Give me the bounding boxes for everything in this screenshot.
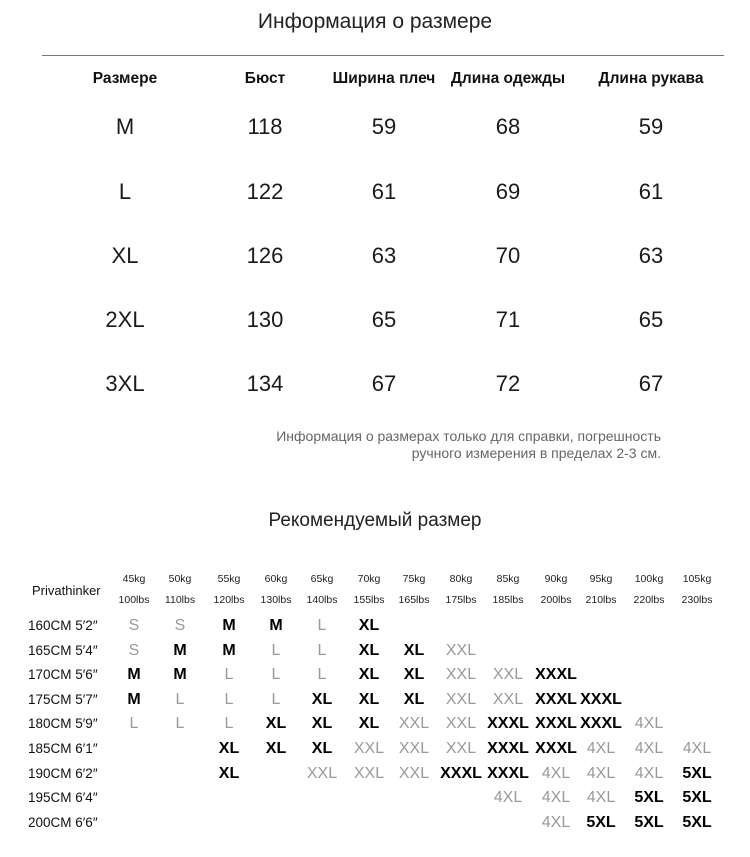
recommended-size-cell: XXXL <box>440 764 482 782</box>
recommended-size-cell: XXL <box>445 641 477 659</box>
recommended-size-cell: L <box>271 641 281 659</box>
height-label: 165CM 5′4″ <box>28 642 98 658</box>
height-label: 175CM 5′7″ <box>28 691 98 707</box>
size-info-title: Информация о размере <box>257 10 493 33</box>
recommended-size-cell: XXXL <box>580 690 622 708</box>
size-value-cell: 59 <box>371 114 397 139</box>
recommended-size-cell: 4XL <box>541 789 571 807</box>
recommended-size-cell: L <box>271 666 281 684</box>
size-info-header: Ширина плеч <box>332 70 436 87</box>
recommended-size-cell: XL <box>358 617 380 634</box>
weight-kg-label: 45kg <box>122 573 146 585</box>
recommended-size-cell: XXL <box>306 764 338 782</box>
weight-lbs-label: 220lbs <box>633 594 665 606</box>
measurement-note-line-1: Информация о размерах только для справки, погрешность <box>276 428 661 444</box>
recommended-size-cell: XL <box>218 740 240 757</box>
size-value-cell: 67 <box>371 371 397 396</box>
weight-lbs-label: 155lbs <box>353 594 385 606</box>
recommended-size-cell: M <box>222 617 236 634</box>
weight-kg-label: 60kg <box>264 573 288 585</box>
recommended-size-cell: L <box>175 715 185 733</box>
title-divider <box>42 55 724 56</box>
recommended-size-cell: 5XL <box>634 789 664 807</box>
height-label: 200CM 6′6″ <box>28 814 98 830</box>
recommended-size-cell: XXL <box>445 715 477 733</box>
height-label: 170CM 5′6″ <box>28 667 98 683</box>
recommended-size-cell: L <box>317 641 327 659</box>
weight-lbs-label: 140lbs <box>306 594 338 606</box>
height-label: 190CM 6′2″ <box>28 765 98 781</box>
size-value-cell: 65 <box>638 307 664 332</box>
weight-lbs-label: 200lbs <box>540 594 572 606</box>
weight-kg-label: 105kg <box>682 573 712 585</box>
weight-kg-label: 80kg <box>449 573 473 585</box>
size-value-cell: 118 <box>247 114 283 139</box>
height-label: 180CM 5′9″ <box>28 716 98 732</box>
recommended-size-title: Рекомендуемый размер <box>268 510 482 531</box>
recommended-size-cell: M <box>222 641 236 659</box>
recommended-size-cell: L <box>224 690 234 708</box>
weight-lbs-label: 175lbs <box>445 594 477 606</box>
height-label: 185CM 6′1″ <box>28 741 98 756</box>
recommended-size-cell: XL <box>265 740 287 757</box>
recommended-size-cell: 5XL <box>682 813 712 831</box>
weight-lbs-label: 185lbs <box>492 594 524 606</box>
size-label-cell: 3XL <box>105 371 145 396</box>
recommended-size-cell: XXL <box>398 715 430 733</box>
measurement-note <box>276 428 661 462</box>
recommended-size-cell: XXL <box>445 690 477 708</box>
recommended-size-cell: XXL <box>492 666 524 684</box>
recommended-size-cell: S <box>128 641 140 659</box>
recommended-size-cell: L <box>317 617 327 634</box>
size-info-header: Бюст <box>244 70 286 87</box>
weight-lbs-label: 165lbs <box>398 594 430 606</box>
recommended-size-cell: XL <box>403 666 425 684</box>
size-value-cell: 61 <box>371 179 397 204</box>
size-value-cell: 69 <box>495 179 521 204</box>
weight-lbs-label: 100lbs <box>118 594 150 606</box>
size-value-cell: 61 <box>638 179 664 204</box>
size-value-cell: 122 <box>246 179 284 204</box>
recommended-size-cell: 4XL <box>586 789 616 807</box>
brand-label: Privathinker <box>32 583 101 598</box>
size-value-cell: 134 <box>246 371 284 396</box>
weight-lbs-label: 230lbs <box>681 594 713 606</box>
recommended-size-cell: L <box>271 690 281 708</box>
weight-lbs-label: 210lbs <box>585 594 617 606</box>
size-label-cell: L <box>118 179 132 204</box>
weight-lbs-label: 120lbs <box>213 594 245 606</box>
recommended-size-cell: XL <box>358 666 380 684</box>
size-label-cell: 2XL <box>105 307 145 332</box>
recommended-size-cell: XL <box>265 715 287 733</box>
size-value-cell: 59 <box>638 114 664 139</box>
size-value-cell: 130 <box>246 307 284 332</box>
recommended-size-cell: XXL <box>398 764 430 782</box>
size-value-cell: 126 <box>246 243 284 268</box>
recommended-size-cell: S <box>128 617 140 634</box>
recommended-size-cell: XXL <box>353 764 385 782</box>
recommended-size-cell: L <box>129 715 139 733</box>
size-value-cell: 70 <box>495 243 521 268</box>
size-label-cell: M <box>115 114 135 139</box>
recommended-size-cell: 4XL <box>634 715 664 733</box>
weight-lbs-label: 130lbs <box>260 594 292 606</box>
size-value-cell: 65 <box>371 307 397 332</box>
recommended-size-cell: XXXL <box>487 740 529 757</box>
recommended-size-cell: XL <box>358 715 380 733</box>
recommended-size-cell: XL <box>358 690 380 708</box>
size-info-header: Размере <box>92 70 158 87</box>
recommended-size-cell: XXXL <box>535 740 577 757</box>
recommended-size-cell: XL <box>311 740 333 757</box>
weight-kg-label: 90kg <box>544 573 568 585</box>
recommended-size-cell: XXXL <box>535 666 577 684</box>
recommended-size-cell: 4XL <box>586 740 616 757</box>
height-label: 195CM 6′4″ <box>28 790 98 806</box>
weight-kg-label: 85kg <box>496 573 520 585</box>
recommended-size-cell: 5XL <box>682 789 712 807</box>
recommended-size-cell: 4XL <box>493 789 523 807</box>
recommended-size-cell: M <box>127 666 141 684</box>
recommended-size-cell: XXXL <box>487 715 529 733</box>
size-label-cell: XL <box>111 243 139 268</box>
size-value-cell: 72 <box>495 371 521 396</box>
recommended-size-cell: 4XL <box>541 813 571 831</box>
recommended-size-cell: XL <box>403 690 425 708</box>
recommended-size-cell: M <box>127 690 141 708</box>
weight-kg-label: 65kg <box>310 573 334 585</box>
recommended-size-cell: XXL <box>445 740 477 757</box>
recommended-size-cell: M <box>173 641 187 659</box>
weight-kg-label: 70kg <box>357 573 381 585</box>
recommended-size-cell: 4XL <box>586 764 616 782</box>
recommended-size-cell: 4XL <box>634 740 664 757</box>
recommended-size-cell: XXL <box>353 740 385 757</box>
measurement-note-line-2: ручного измерения в пределах 2-3 см. <box>411 445 661 461</box>
recommended-size-cell: M <box>269 617 283 634</box>
size-value-cell: 71 <box>495 307 521 332</box>
weight-lbs-label: 110lbs <box>164 594 196 606</box>
recommended-size-cell: 4XL <box>682 740 712 757</box>
recommended-size-cell: 5XL <box>586 813 616 831</box>
weight-kg-label: 55kg <box>217 573 241 585</box>
size-value-cell: 63 <box>371 243 397 268</box>
size-value-cell: 63 <box>638 243 664 268</box>
recommended-size-cell: XL <box>403 641 425 659</box>
recommended-size-cell: L <box>175 690 185 708</box>
weight-kg-label: 75kg <box>402 573 426 585</box>
recommended-size-cell: 5XL <box>634 813 664 831</box>
recommended-size-cell: XL <box>311 690 333 708</box>
size-info-header: Длина рукава <box>598 70 704 87</box>
recommended-size-cell: XXXL <box>580 715 622 733</box>
recommended-size-cell: L <box>224 666 234 684</box>
size-info-header: Длина одежды <box>450 70 566 87</box>
recommended-size-cell: XXXL <box>535 715 577 733</box>
weight-kg-label: 100kg <box>634 573 664 585</box>
weight-kg-label: 95kg <box>589 573 613 585</box>
recommended-size-cell: XXL <box>445 666 477 684</box>
recommended-size-cell: M <box>173 666 187 684</box>
recommended-size-cell: XL <box>311 715 333 733</box>
recommended-size-cell: 5XL <box>682 764 712 782</box>
recommended-size-cell: L <box>224 715 234 733</box>
height-label: 160CM 5′2″ <box>28 618 98 633</box>
weight-kg-label: 50kg <box>168 573 192 585</box>
recommended-size-cell: L <box>317 666 327 684</box>
recommended-size-cell: 4XL <box>541 764 571 782</box>
recommended-size-cell: 4XL <box>634 764 664 782</box>
size-value-cell: 68 <box>495 114 521 139</box>
recommended-size-cell: XXXL <box>487 764 529 782</box>
recommended-size-cell: XXL <box>398 740 430 757</box>
recommended-size-cell: XXXL <box>535 690 577 708</box>
size-value-cell: 67 <box>638 371 664 396</box>
recommended-size-cell: XL <box>218 764 240 782</box>
recommended-size-cell: XL <box>358 641 380 659</box>
recommended-size-cell: XXL <box>492 690 524 708</box>
recommended-size-cell: S <box>174 617 186 634</box>
